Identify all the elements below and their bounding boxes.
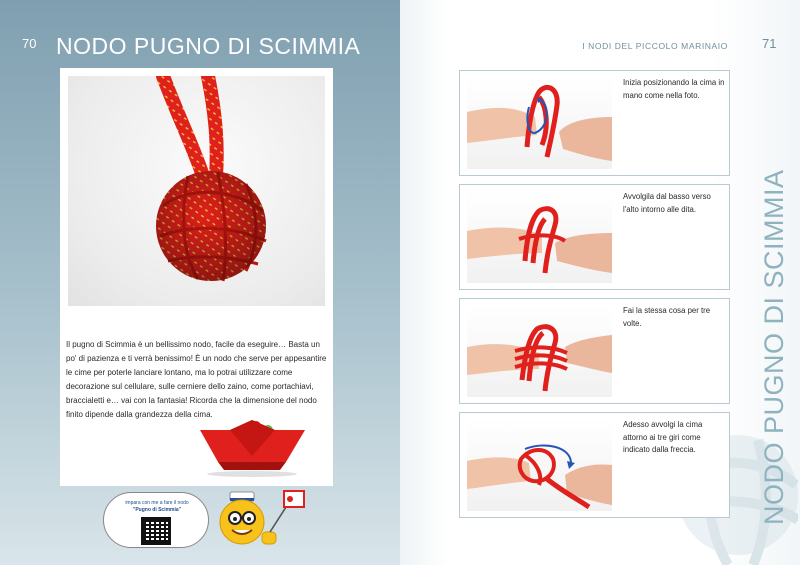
page-number-left: 70 [22, 36, 37, 51]
step-card-3 [459, 298, 730, 404]
right-page [400, 0, 800, 565]
step-4-text: Adesso avvolgi la cima attorno ai tre giri come indicato dalla freccia. [623, 420, 703, 454]
qr-code-icon[interactable] [141, 517, 171, 545]
book-header: I NODI DEL PICCOLO MARINAIO [582, 41, 728, 51]
qr-caption-line1: impara con me a fare il nodo [125, 500, 189, 506]
qr-caption [104, 500, 210, 514]
step-1-photo [467, 77, 612, 169]
page-title: NODO PUGNO DI SCIMMIA [56, 33, 361, 59]
step-2-text: Avvolgila dal basso verso l'alto intorno alle dita. [623, 192, 711, 214]
main-card [60, 68, 333, 486]
qr-speech-bubble [103, 492, 209, 548]
step-card-2 [459, 184, 730, 290]
step-4-photo [467, 419, 612, 511]
step-3-photo [467, 305, 612, 397]
step-3-text: Fai la stessa cosa per tre volte. [623, 306, 711, 328]
qr-caption-line2: "Pugno di Scimmia" [132, 507, 182, 513]
description-text: Il pugno di Scimmia è un bellissimo nodo, facile da eseguire… Basta un po' di pazienza e ti verrà benissimo! È un nodo che serve per appesantire le cime per poterle lanciare lontano, ma lo potrai utilizzare come decorazione sul cellulare, sulle cerniere dello zaino, come portachiavi, braccialetti e… vai con la fantasia! Ricorda che la dimensione del nodo finito dipende dalla grandezza della cima. [66, 340, 327, 419]
side-title-text: NODO PUGNO DI SCIMMIA [759, 169, 789, 525]
step-1-text: Inizia posizionando la cima in mano come nella foto. [623, 78, 725, 100]
page-number-right: 71 [762, 36, 777, 51]
step-card-1 [459, 70, 730, 176]
step-card-4 [459, 412, 730, 518]
paper-boat-icon [200, 416, 305, 478]
knot-photo [68, 76, 325, 306]
sailor-mascot-icon [208, 488, 308, 558]
step-2-photo [467, 191, 612, 283]
vertical-side-title [752, 169, 792, 525]
